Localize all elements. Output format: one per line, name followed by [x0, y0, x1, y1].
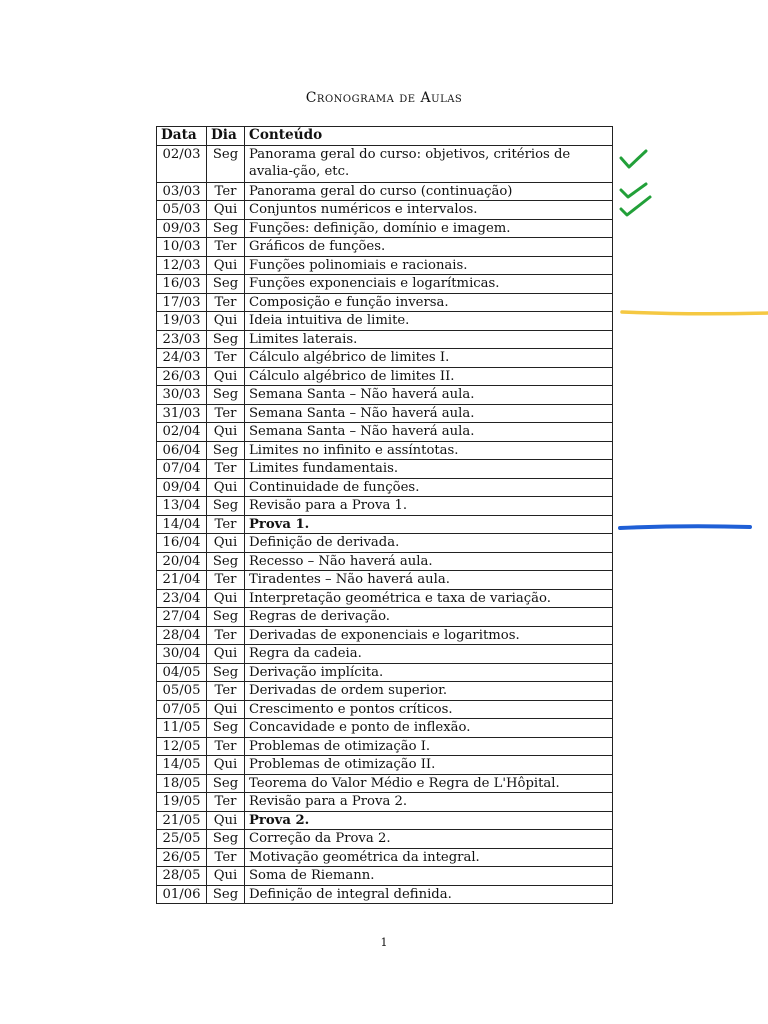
row-date: 17/03: [157, 293, 207, 312]
row-day: Ter: [207, 737, 245, 756]
row-date: 02/04: [157, 423, 207, 442]
row-day: Qui: [207, 478, 245, 497]
table-row: [157, 682, 613, 701]
row-content: Limites no infinito e assíntotas.: [245, 441, 613, 460]
table-row: [157, 404, 613, 423]
table-row: [157, 793, 613, 812]
row-date: 09/03: [157, 219, 207, 238]
row-day: Seg: [207, 386, 245, 405]
row-content: Funções polinomiais e racionais.: [245, 256, 613, 275]
row-date: 12/05: [157, 737, 207, 756]
row-content: Panorama geral do curso: objetivos, critérios de avalia-ção, etc.: [245, 145, 613, 182]
table-row: [157, 182, 613, 201]
checkmark-icon: [621, 151, 646, 167]
row-date: 20/04: [157, 552, 207, 571]
row-date: 30/04: [157, 645, 207, 664]
row-content: Problemas de otimização II.: [245, 756, 613, 775]
yellow-marker-line: [622, 312, 768, 314]
row-date: 28/04: [157, 626, 207, 645]
table-row: [157, 608, 613, 627]
row-day: Qui: [207, 645, 245, 664]
row-date: 10/03: [157, 238, 207, 257]
row-content: Crescimento e pontos críticos.: [245, 700, 613, 719]
row-day: Ter: [207, 460, 245, 479]
row-date: 14/04: [157, 515, 207, 534]
table-row: [157, 367, 613, 386]
row-content: Prova 1.: [245, 515, 613, 534]
table-row: [157, 589, 613, 608]
table-row: [157, 719, 613, 738]
row-content: Cálculo algébrico de limites II.: [245, 367, 613, 386]
table-row: [157, 478, 613, 497]
row-day: Seg: [207, 830, 245, 849]
row-day: Qui: [207, 423, 245, 442]
row-day: Ter: [207, 793, 245, 812]
row-content: Semana Santa – Não haverá aula.: [245, 404, 613, 423]
row-day: Seg: [207, 552, 245, 571]
row-content: Revisão para a Prova 2.: [245, 793, 613, 812]
row-date: 04/05: [157, 663, 207, 682]
checkmark-icon: [621, 184, 646, 197]
row-day: Ter: [207, 515, 245, 534]
row-date: 23/03: [157, 330, 207, 349]
row-content: Revisão para a Prova 1.: [245, 497, 613, 516]
table-row: [157, 441, 613, 460]
row-day: Seg: [207, 719, 245, 738]
row-date: 09/04: [157, 478, 207, 497]
row-content: Recesso – Não haverá aula.: [245, 552, 613, 571]
header-content: Conteúdo: [245, 127, 613, 146]
row-day: Ter: [207, 404, 245, 423]
row-date: 21/04: [157, 571, 207, 590]
table-row: [157, 848, 613, 867]
table-row: [157, 534, 613, 553]
row-day: Seg: [207, 663, 245, 682]
row-date: 01/06: [157, 885, 207, 904]
row-day: Ter: [207, 626, 245, 645]
table-row: [157, 293, 613, 312]
table-row: [157, 145, 613, 182]
table-row: [157, 497, 613, 516]
row-date: 19/03: [157, 312, 207, 331]
row-content: Gráficos de funções.: [245, 238, 613, 257]
row-date: 23/04: [157, 589, 207, 608]
table-row: [157, 756, 613, 775]
row-date: 12/03: [157, 256, 207, 275]
row-content: Limites laterais.: [245, 330, 613, 349]
row-content: Semana Santa – Não haverá aula.: [245, 386, 613, 405]
row-day: Ter: [207, 848, 245, 867]
row-day: Ter: [207, 571, 245, 590]
row-date: 14/05: [157, 756, 207, 775]
row-content: Motivação geométrica da integral.: [245, 848, 613, 867]
table-row: [157, 349, 613, 368]
row-content: Funções: definição, domínio e imagem.: [245, 219, 613, 238]
table-row: [157, 330, 613, 349]
table-row: [157, 312, 613, 331]
schedule-table: [156, 126, 613, 904]
row-content: Derivação implícita.: [245, 663, 613, 682]
row-date: 28/05: [157, 867, 207, 886]
table-row: [157, 663, 613, 682]
table-row: [157, 275, 613, 294]
row-content: Regras de derivação.: [245, 608, 613, 627]
table-row: [157, 460, 613, 479]
table-row: [157, 571, 613, 590]
row-date: 31/03: [157, 404, 207, 423]
row-date: 07/05: [157, 700, 207, 719]
row-day: Ter: [207, 682, 245, 701]
row-day: Qui: [207, 867, 245, 886]
row-content: Panorama geral do curso (continuação): [245, 182, 613, 201]
row-content: Derivadas de ordem superior.: [245, 682, 613, 701]
table-row: [157, 867, 613, 886]
checkmark-icon: [621, 197, 650, 215]
row-content: Semana Santa – Não haverá aula.: [245, 423, 613, 442]
row-content: Funções exponenciais e logarítmicas.: [245, 275, 613, 294]
row-day: Seg: [207, 275, 245, 294]
row-day: Seg: [207, 330, 245, 349]
table-row: [157, 423, 613, 442]
row-date: 16/03: [157, 275, 207, 294]
row-content: Cálculo algébrico de limites I.: [245, 349, 613, 368]
row-day: Qui: [207, 756, 245, 775]
table-row: [157, 515, 613, 534]
page-number: 1: [380, 936, 388, 949]
row-day: Qui: [207, 312, 245, 331]
row-content: Correção da Prova 2.: [245, 830, 613, 849]
row-date: 25/05: [157, 830, 207, 849]
row-date: 26/03: [157, 367, 207, 386]
row-content: Concavidade e ponto de inflexão.: [245, 719, 613, 738]
row-content: Interpretação geométrica e taxa de variação.: [245, 589, 613, 608]
row-date: 26/05: [157, 848, 207, 867]
row-day: Seg: [207, 885, 245, 904]
blue-marker-line: [620, 526, 750, 528]
row-content: Limites fundamentais.: [245, 460, 613, 479]
row-content: Conjuntos numéricos e intervalos.: [245, 201, 613, 220]
header-date: Data: [157, 127, 207, 146]
row-date: 02/03: [157, 145, 207, 182]
row-content: Derivadas de exponenciais e logaritmos.: [245, 626, 613, 645]
row-content: Ideia intuitiva de limite.: [245, 312, 613, 331]
row-content: Soma de Riemann.: [245, 867, 613, 886]
row-day: Qui: [207, 256, 245, 275]
row-content: Regra da cadeia.: [245, 645, 613, 664]
row-date: 19/05: [157, 793, 207, 812]
row-date: 06/04: [157, 441, 207, 460]
row-day: Seg: [207, 497, 245, 516]
table-row: [157, 700, 613, 719]
table-row: [157, 386, 613, 405]
table-row: [157, 811, 613, 830]
row-day: Seg: [207, 219, 245, 238]
table-row: [157, 256, 613, 275]
row-day: Ter: [207, 182, 245, 201]
table-row: [157, 885, 613, 904]
row-day: Ter: [207, 293, 245, 312]
row-date: 13/04: [157, 497, 207, 516]
row-date: 07/04: [157, 460, 207, 479]
row-content: Definição de derivada.: [245, 534, 613, 553]
row-content: Tiradentes – Não haverá aula.: [245, 571, 613, 590]
row-day: Qui: [207, 201, 245, 220]
row-date: 24/03: [157, 349, 207, 368]
table-row: [157, 219, 613, 238]
row-day: Seg: [207, 145, 245, 182]
row-date: 03/03: [157, 182, 207, 201]
row-day: Seg: [207, 441, 245, 460]
row-content: Teorema do Valor Médio e Regra de L'Hôpital.: [245, 774, 613, 793]
table-row: [157, 552, 613, 571]
table-body: [157, 145, 613, 904]
table-row: [157, 645, 613, 664]
row-day: Qui: [207, 367, 245, 386]
row-date: 30/03: [157, 386, 207, 405]
row-content: Continuidade de funções.: [245, 478, 613, 497]
table-row: [157, 830, 613, 849]
row-content: Definição de integral definida.: [245, 885, 613, 904]
row-day: Qui: [207, 811, 245, 830]
table-row: [157, 737, 613, 756]
row-date: 05/03: [157, 201, 207, 220]
row-day: Seg: [207, 608, 245, 627]
row-day: Qui: [207, 589, 245, 608]
row-date: 21/05: [157, 811, 207, 830]
row-date: 18/05: [157, 774, 207, 793]
row-day: Ter: [207, 238, 245, 257]
row-day: Qui: [207, 700, 245, 719]
row-content: Problemas de otimização I.: [245, 737, 613, 756]
table-row: [157, 201, 613, 220]
table-row: [157, 626, 613, 645]
document-title: Cronograma de Aulas: [305, 90, 463, 106]
row-date: 05/05: [157, 682, 207, 701]
table-row: [157, 238, 613, 257]
row-content: Composição e função inversa.: [245, 293, 613, 312]
row-day: Ter: [207, 349, 245, 368]
row-date: 27/04: [157, 608, 207, 627]
table-header-row: [157, 127, 613, 146]
table-row: [157, 774, 613, 793]
row-date: 11/05: [157, 719, 207, 738]
row-day: Qui: [207, 534, 245, 553]
row-content: Prova 2.: [245, 811, 613, 830]
header-day: Dia: [207, 127, 245, 146]
row-date: 16/04: [157, 534, 207, 553]
row-day: Seg: [207, 774, 245, 793]
